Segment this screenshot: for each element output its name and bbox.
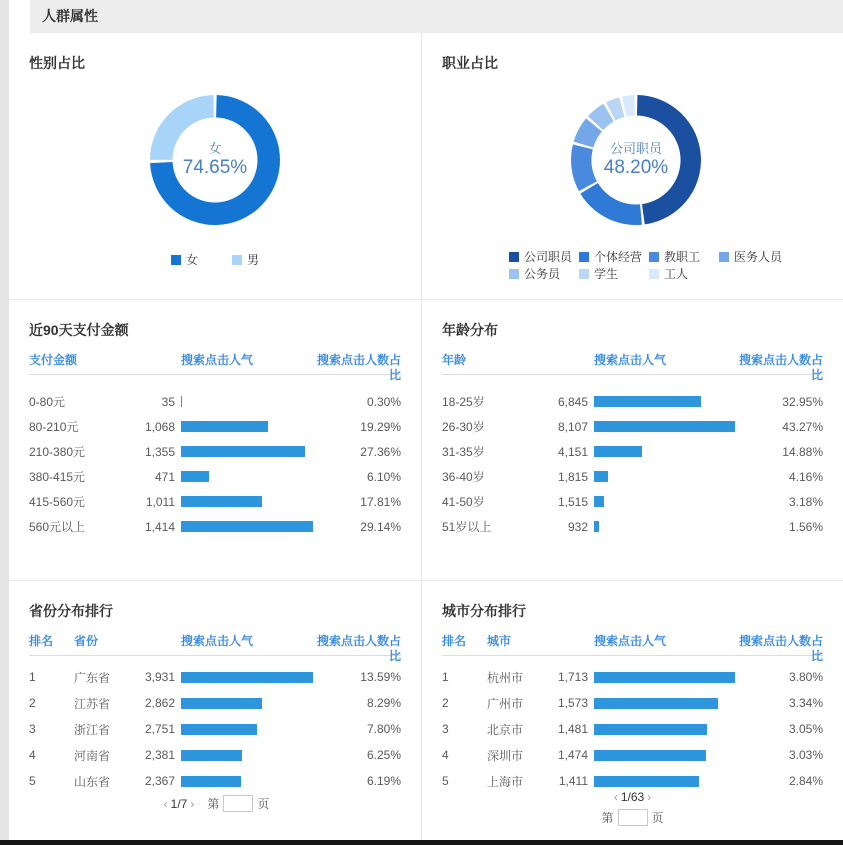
page-title: 人群属性 — [42, 8, 98, 24]
donut-row — [9, 33, 843, 300]
row-label: 380-415元 — [29, 470, 86, 484]
legend-item[interactable] — [509, 265, 579, 282]
row-percentage: 3.34% — [788, 696, 823, 710]
legend-label: 学生 — [594, 267, 619, 281]
legend-swatch — [509, 269, 519, 279]
row-percentage: 2.84% — [788, 774, 823, 788]
row-percentage: 27.36% — [360, 444, 401, 459]
province-jump-prefix: 第 — [207, 797, 220, 811]
city-table — [442, 634, 823, 794]
middle-tables-row — [9, 300, 843, 581]
bar — [181, 698, 262, 709]
table-row — [442, 514, 823, 539]
row-name: 广州市 — [487, 696, 524, 711]
panel-title-age: 年龄分布 — [442, 322, 498, 338]
row-label: 31-35岁 — [442, 445, 485, 459]
row-value: 2,381 — [144, 748, 175, 762]
province-table — [29, 634, 401, 794]
row-percentage: 7.80% — [366, 722, 401, 736]
row-rank: 2 — [29, 696, 36, 710]
city-pager-jump-line — [601, 807, 663, 827]
row-value: 1,573 — [557, 696, 588, 710]
legend-label: 工人 — [664, 267, 689, 281]
row-rank: 4 — [442, 748, 449, 762]
table-row — [442, 664, 823, 690]
column-header-percentage: 搜索点击人数占比 — [738, 353, 823, 382]
panel-title-gender: 性别占比 — [29, 55, 85, 71]
table-row — [442, 716, 823, 742]
table-body — [29, 389, 401, 539]
row-bar-track — [181, 421, 313, 432]
province-prev-page-button[interactable]: ‹ — [163, 796, 168, 811]
row-percentage: 3.05% — [788, 722, 823, 736]
row-rank: 3 — [29, 722, 36, 736]
row-value: 2,751 — [144, 722, 175, 736]
legend-swatch — [649, 269, 659, 279]
province-pager — [9, 795, 421, 812]
legend-swatch — [509, 252, 519, 262]
row-value: 2,862 — [144, 696, 175, 710]
legend-swatch — [649, 252, 659, 262]
row-name: 深圳市 — [487, 748, 524, 763]
table-body — [442, 664, 823, 794]
legend-swatch — [719, 252, 729, 262]
bar — [594, 496, 604, 507]
table-row — [29, 742, 401, 768]
row-name: 广东省 — [74, 670, 111, 685]
table-row — [29, 489, 401, 514]
table-header — [442, 634, 823, 663]
row-label: 210-380元 — [29, 445, 86, 459]
column-header-percentage: 搜索点击人数占比 — [738, 634, 823, 663]
occupation-donut-chart — [556, 80, 716, 240]
province-next-page-button[interactable]: › — [190, 796, 195, 811]
bottom-bar — [0, 840, 843, 845]
province-jump-suffix: 页 — [257, 797, 270, 811]
row-label: 80-210元 — [29, 420, 79, 434]
row-bar-track — [181, 776, 313, 787]
column-header-percentage: 搜索点击人数占比 — [316, 353, 401, 382]
table-header — [29, 353, 401, 382]
bar — [181, 496, 262, 507]
table-row — [29, 389, 401, 414]
legend-label: 女 — [185, 253, 198, 267]
city-pager-page-line — [611, 787, 654, 807]
donut-segment-6[interactable] — [622, 95, 635, 117]
section-header — [30, 0, 843, 33]
row-name: 江苏省 — [74, 696, 111, 711]
age-table — [442, 353, 823, 539]
row-percentage: 1.56% — [788, 519, 823, 534]
gender-legend — [9, 251, 421, 268]
row-bar-track — [594, 672, 735, 683]
table-row — [442, 439, 823, 464]
legend-label: 公务员 — [524, 267, 561, 281]
gender-center-label: 女 — [208, 141, 222, 156]
row-bar-track — [181, 446, 313, 457]
column-header-popularity: 搜索点击人气 — [181, 353, 254, 367]
row-value: 1,481 — [557, 722, 588, 736]
province-page-jump-input[interactable] — [223, 795, 253, 812]
bar — [181, 750, 242, 761]
row-bar-track — [181, 521, 313, 532]
bar — [181, 421, 268, 432]
bar — [594, 750, 706, 761]
legend-item[interactable] — [509, 248, 579, 265]
row-bar-track — [181, 672, 313, 683]
row-percentage: 8.29% — [366, 696, 401, 710]
row-bar-track — [181, 396, 313, 407]
row-bar-track — [594, 724, 735, 735]
bar — [181, 724, 257, 735]
bar — [594, 396, 701, 407]
left-gutter — [0, 0, 9, 845]
row-bar-track — [181, 471, 313, 482]
row-rank: 5 — [442, 774, 449, 788]
bar — [181, 776, 241, 787]
legend-label: 男 — [247, 253, 260, 267]
legend-swatch — [171, 255, 181, 265]
row-bar-track — [181, 750, 313, 761]
row-percentage: 19.29% — [360, 419, 401, 434]
row-value: 1,515 — [557, 494, 588, 509]
row-percentage: 32.95% — [782, 394, 823, 409]
row-bar-track — [594, 471, 735, 482]
row-rank: 3 — [442, 722, 449, 736]
gender-donut-chart — [135, 80, 295, 240]
row-value: 8,107 — [557, 419, 588, 434]
row-value: 1,011 — [145, 494, 175, 509]
panel-occupation — [421, 33, 843, 299]
gender-donut-svg — [135, 80, 295, 240]
row-name: 河南省 — [74, 748, 111, 763]
table-row — [29, 439, 401, 464]
row-percentage: 3.80% — [788, 670, 823, 684]
column-header-popularity: 搜索点击人气 — [181, 634, 254, 648]
panel-title-city: 城市分布排行 — [442, 603, 526, 619]
bottom-tables-row — [9, 581, 843, 840]
table-row — [29, 414, 401, 439]
city-jump-suffix: 页 — [651, 810, 664, 825]
column-header-name: 省份 — [74, 634, 99, 648]
row-percentage: 3.03% — [788, 748, 823, 762]
row-bar-track — [181, 496, 313, 507]
row-label: 36-40岁 — [442, 470, 485, 484]
row-value: 1,355 — [144, 444, 175, 459]
row-bar-track — [594, 496, 735, 507]
table-row — [442, 742, 823, 768]
panel-age — [421, 300, 843, 580]
row-name: 杭州市 — [487, 670, 524, 685]
row-value: 1,815 — [557, 469, 588, 484]
row-percentage: 6.19% — [366, 774, 401, 788]
city-page-jump-input[interactable] — [618, 809, 648, 826]
row-percentage: 6.25% — [366, 748, 401, 762]
table-row — [442, 690, 823, 716]
table-row — [442, 389, 823, 414]
legend-swatch — [232, 255, 242, 265]
table-row — [29, 514, 401, 539]
table-row — [442, 489, 823, 514]
legend-label: 教职工 — [664, 250, 701, 264]
legend-item[interactable] — [579, 248, 649, 265]
row-label: 51岁以上 — [442, 520, 492, 534]
row-label: 560元以上 — [29, 520, 86, 534]
row-bar-track — [594, 421, 735, 432]
bar — [181, 521, 313, 532]
city-pager — [422, 787, 843, 827]
panel-province — [9, 581, 421, 840]
row-name: 上海市 — [487, 774, 524, 789]
city-jump-prefix: 第 — [601, 810, 614, 825]
column-header-rank: 排名 — [29, 634, 54, 648]
legend-item[interactable] — [232, 251, 259, 268]
row-bar-track — [594, 776, 735, 787]
row-percentage: 14.88% — [782, 444, 823, 459]
bar — [594, 471, 608, 482]
row-label: 0-80元 — [29, 395, 66, 409]
row-percentage: 3.18% — [788, 494, 823, 509]
city-page-indicator: 1/63 — [620, 790, 645, 804]
legend-swatch — [579, 252, 589, 262]
row-value: 35 — [161, 394, 175, 409]
province-page-indicator: 1/7 — [170, 796, 188, 811]
row-value: 1,414 — [144, 519, 175, 534]
row-bar-track — [594, 521, 735, 532]
bar — [181, 471, 209, 482]
content — [9, 33, 843, 840]
column-header-label: 支付金额 — [29, 353, 78, 367]
row-label: 26-30岁 — [442, 420, 485, 434]
column-header-popularity: 搜索点击人气 — [594, 353, 667, 367]
donut-segment-2[interactable] — [571, 144, 597, 191]
bar — [594, 672, 735, 683]
legend-item[interactable] — [649, 265, 719, 282]
column-header-popularity: 搜索点击人气 — [594, 634, 667, 648]
panel-title-payment: 近90天支付金额 — [29, 322, 129, 338]
city-prev-page-button[interactable]: ‹ — [613, 790, 618, 804]
table-row — [29, 664, 401, 690]
occupation-donut-svg — [556, 80, 716, 240]
column-header-rank: 排名 — [442, 634, 467, 648]
legend-item[interactable] — [719, 248, 789, 265]
occupation-legend — [509, 248, 809, 282]
panel-gender — [9, 33, 421, 299]
bar — [181, 672, 313, 683]
row-name: 山东省 — [74, 774, 111, 789]
row-bar-track — [594, 698, 735, 709]
row-label: 41-50岁 — [442, 495, 485, 509]
row-rank: 2 — [442, 696, 449, 710]
table-header — [29, 634, 401, 663]
donut-segment-1[interactable] — [150, 95, 214, 160]
bar — [181, 446, 305, 457]
row-percentage: 4.16% — [788, 469, 823, 484]
row-percentage: 29.14% — [360, 519, 401, 534]
bar — [594, 776, 699, 787]
bar — [594, 724, 707, 735]
table-body — [29, 664, 401, 794]
row-label: 415-560元 — [29, 495, 86, 509]
occupation-center-label: 公司职员 — [609, 141, 662, 156]
occupation-center-value: 48.20% — [603, 157, 669, 178]
row-label: 18-25岁 — [442, 395, 485, 409]
row-value: 6,845 — [557, 394, 588, 409]
table-row — [29, 716, 401, 742]
bar — [181, 396, 182, 407]
table-row — [29, 768, 401, 794]
panel-city — [421, 581, 843, 840]
row-percentage: 13.59% — [360, 670, 401, 684]
payment-table — [29, 353, 401, 539]
bar — [594, 521, 599, 532]
row-value: 1,068 — [144, 419, 175, 434]
panel-payment — [9, 300, 421, 580]
row-bar-track — [594, 750, 735, 761]
legend-item[interactable] — [649, 248, 719, 265]
table-body — [442, 389, 823, 539]
table-row — [442, 414, 823, 439]
row-bar-track — [181, 698, 313, 709]
table-row — [442, 464, 823, 489]
row-name: 浙江省 — [74, 722, 111, 737]
bar — [594, 421, 735, 432]
table-row — [29, 690, 401, 716]
column-header-percentage: 搜索点击人数占比 — [316, 634, 401, 663]
legend-swatch — [579, 269, 589, 279]
row-rank: 5 — [29, 774, 36, 788]
row-value: 1,713 — [557, 670, 588, 684]
panel-title-occupation: 职业占比 — [442, 55, 498, 71]
row-rank: 1 — [29, 670, 36, 684]
row-value: 1,474 — [557, 748, 588, 762]
row-percentage: 17.81% — [360, 494, 401, 509]
bar — [594, 446, 642, 457]
row-bar-track — [594, 396, 735, 407]
row-name: 北京市 — [487, 722, 524, 737]
city-next-page-button[interactable]: › — [647, 790, 652, 804]
row-percentage: 6.10% — [366, 469, 401, 484]
bar — [594, 698, 718, 709]
table-row — [29, 464, 401, 489]
row-rank: 1 — [442, 670, 449, 684]
row-value: 3,931 — [144, 670, 175, 684]
donut-segment-1[interactable] — [580, 183, 642, 225]
panel-title-province: 省份分布排行 — [29, 603, 113, 619]
row-rank: 4 — [29, 748, 36, 762]
row-value: 932 — [567, 519, 588, 534]
table-header — [442, 353, 823, 382]
row-value: 4,151 — [557, 444, 588, 459]
legend-label: 医务人员 — [734, 250, 783, 264]
row-value: 1,411 — [558, 774, 588, 788]
row-percentage: 0.30% — [366, 394, 401, 409]
legend-label: 个体经营 — [594, 250, 643, 264]
legend-item[interactable] — [171, 251, 198, 268]
row-percentage: 43.27% — [782, 419, 823, 434]
row-value: 2,367 — [144, 774, 175, 788]
row-bar-track — [181, 724, 313, 735]
column-header-label: 年龄 — [442, 353, 467, 367]
row-value: 471 — [154, 469, 175, 484]
column-header-name: 城市 — [487, 634, 512, 648]
legend-label: 公司职员 — [524, 250, 573, 264]
legend-item[interactable] — [579, 265, 649, 282]
gender-center-value: 74.65% — [182, 157, 248, 178]
donut-segment-0[interactable] — [637, 95, 701, 224]
row-bar-track — [594, 446, 735, 457]
